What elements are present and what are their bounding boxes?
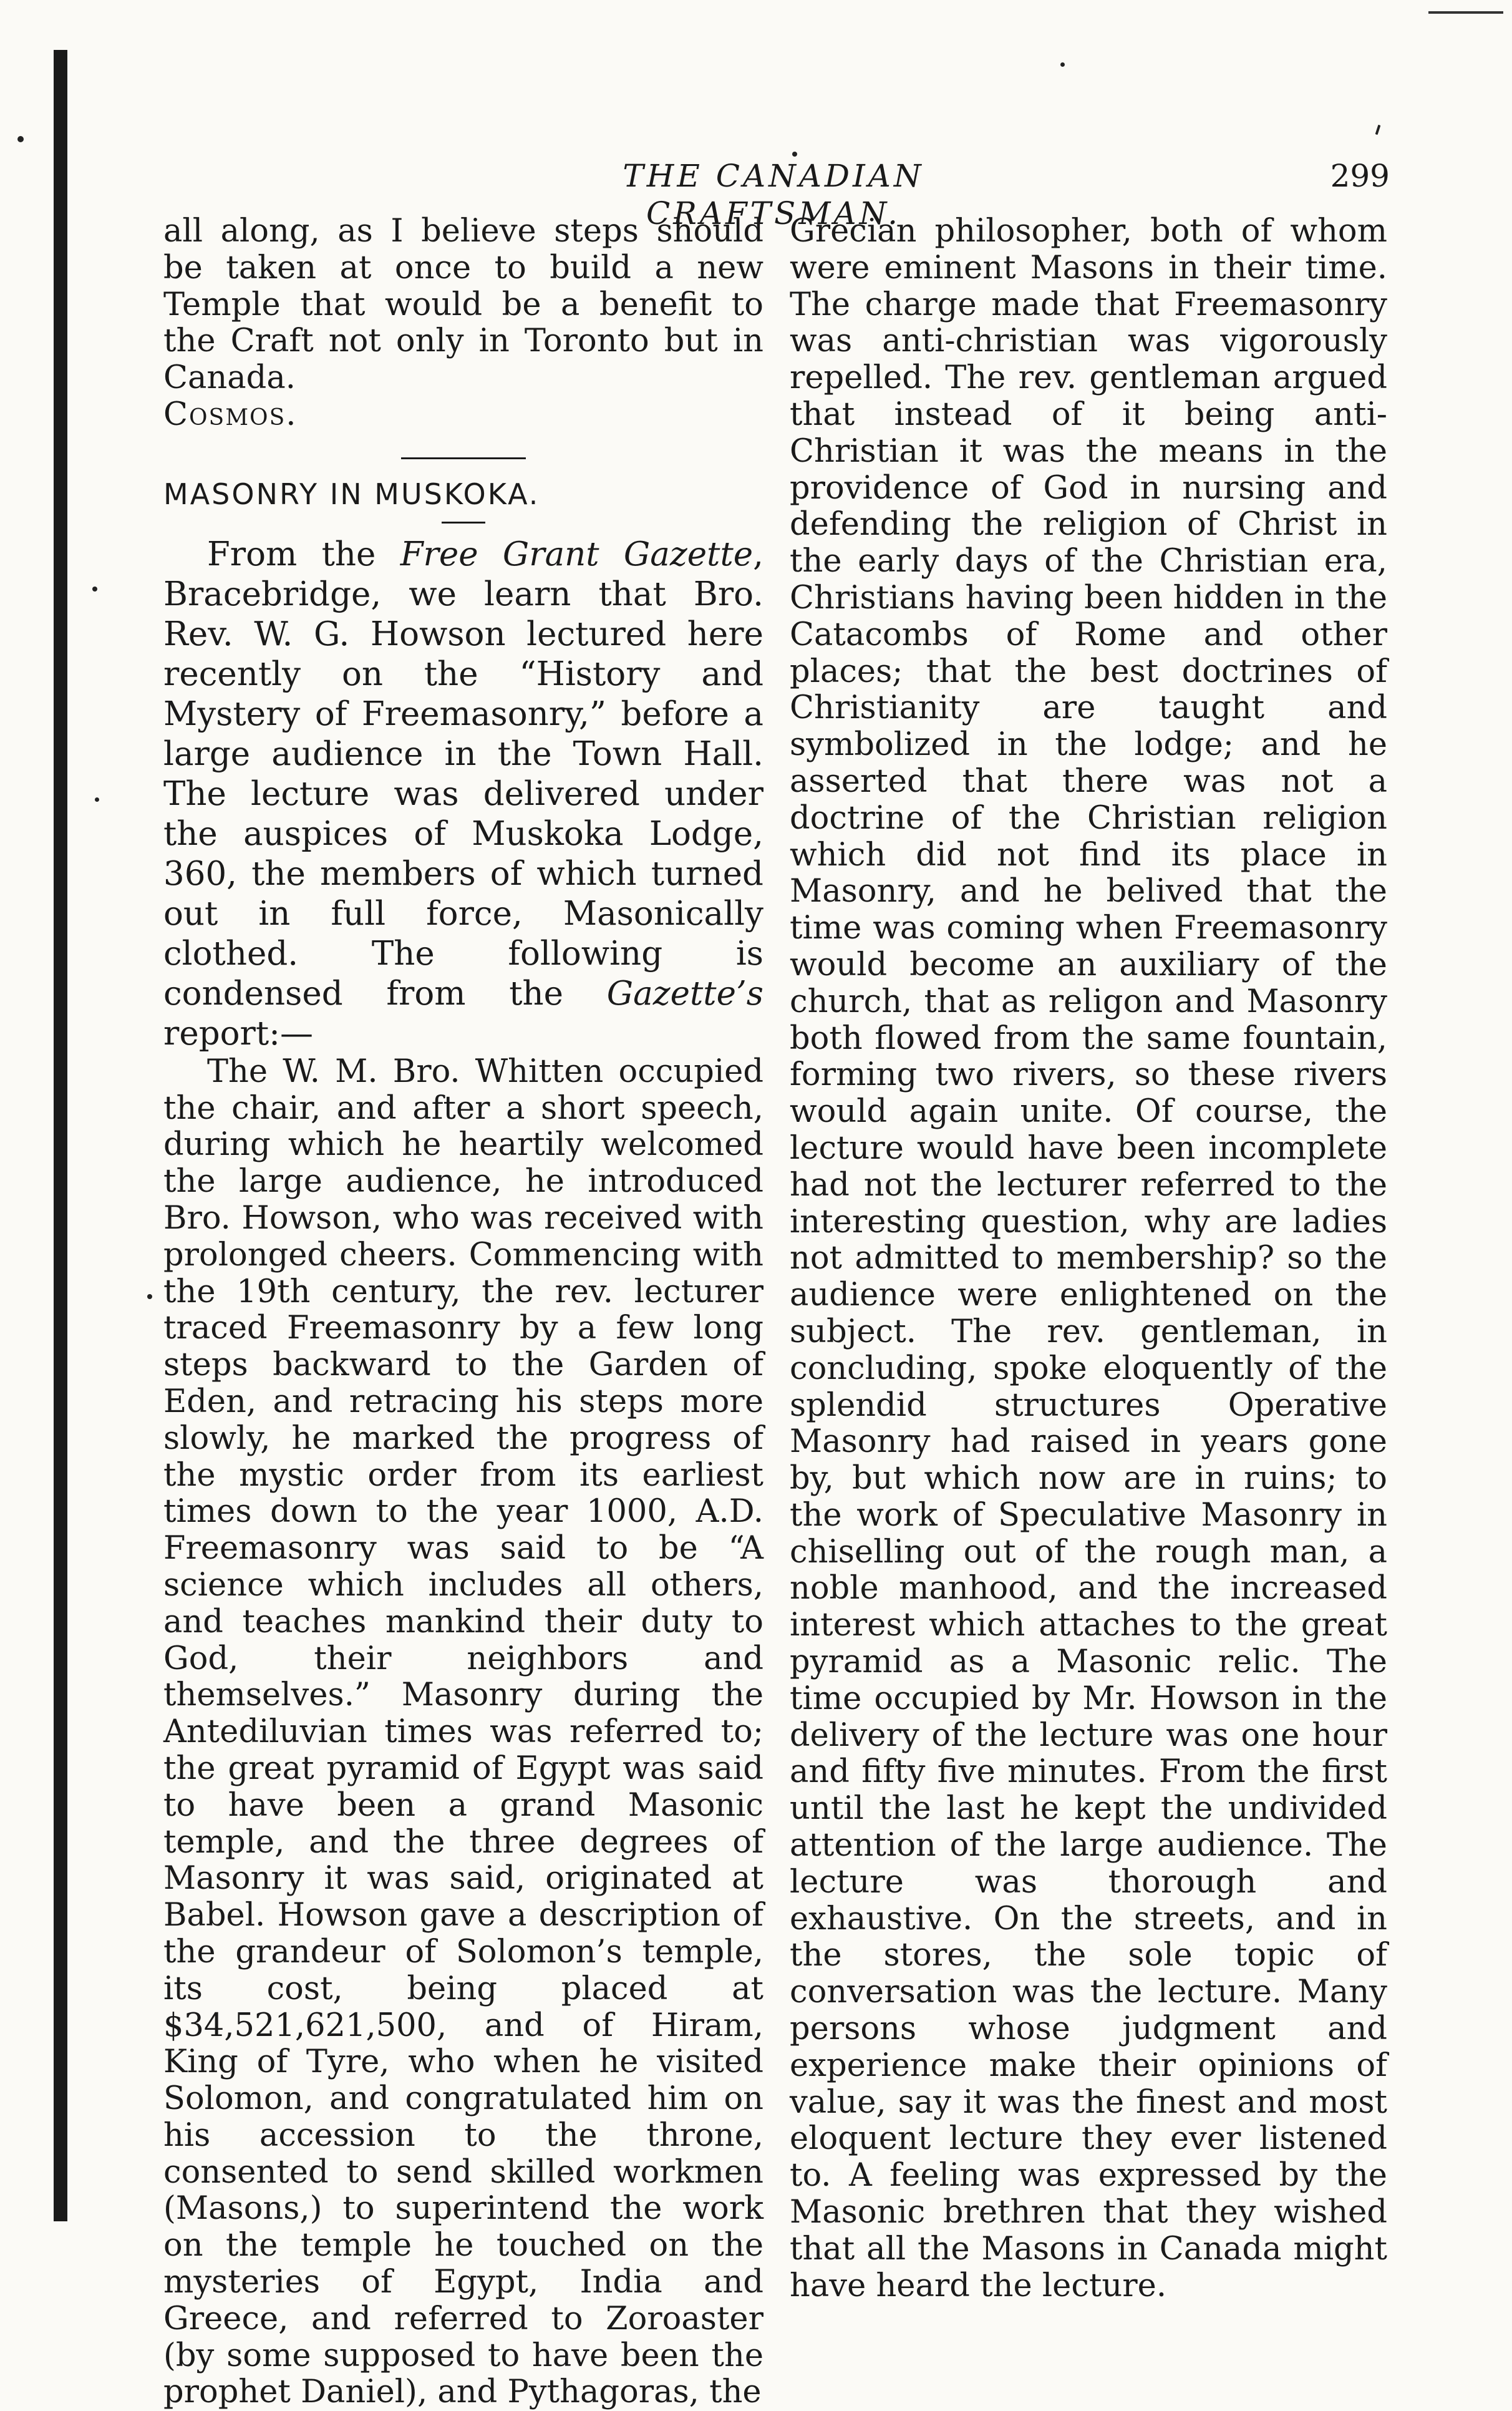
- ink-speck: [147, 1294, 152, 1299]
- left-column: [163, 213, 763, 2411]
- ink-speck: [92, 587, 97, 592]
- body-paragraph: The W. M. Bro. Whitten occupied the chair, and after a short speech, during which he heartily welcomed the large audience, he introduced Bro. Howson, who was received with prolonged cheers. Commencing with the 19th century, the rev. lecturer traced Freemasonry by a few long steps backward to the Garden of Eden, and retracing his steps more slowly, he marked the progress of the mystic order from its earliest times down to the year 1000, A.D. Freemasonry was said to be “A science which includes all others, and teaches mankind their duty to God, their neighbors and themselves.” Masonry during the Antediluvian times was referred to; the great pyramid of Egypt was said to have been a grand Masonic temple, and the three degrees of Masonry it was said, originated at Babel. Howson gave a description of the grandeur of Solomon’s temple, its cost, being placed at $34,521,621,500, and of Hiram, King of Tyre, who when he visited Solomon, and congratulated him on his accession to the throne, consented to send skilled workmen (Masons,) to superintend the work on the temple he touched on the mysteries of Egypt, India and Greece, and referred to Zoroaster (by some supposed to have been the prophet Daniel), and Pythagoras, the: [163, 1053, 763, 2411]
- ink-speck: [792, 152, 797, 157]
- right-column: [790, 213, 1387, 2304]
- lead-text-1: From the: [207, 535, 400, 573]
- ink-speck: [95, 797, 99, 802]
- ink-speck: [17, 136, 24, 142]
- signature: Cosmos.: [163, 396, 298, 433]
- continuation-paragraph: all along, as I believe steps should be taken at once to build a new Temple that would be a benefit to the Craft not only in Toronto but in Canada.: [163, 213, 763, 397]
- corner-rule: [1428, 11, 1503, 14]
- article-heading: MASONRY IN MUSKOKA.: [163, 477, 540, 511]
- lead-text-2: , Bracebridge, we learn that Bro. Rev. W. G. Howson lectured here recently on the “History and Mystery of Freemasonry,” before a large audience in the Town Hall. The lecture was delivered under the auspices of Muskoka Lodge, 360, the members of which turned out in full force, Masonically clothed. The following is condensed from the: [163, 535, 763, 1013]
- heading-rule: [442, 522, 485, 524]
- body-paragraph-continued: Grecian philosopher, both of whom were eminent Masons in their time. The charge made that Freemasonry was anti-christian was vigorously repelled. The rev. gentleman argued that instead of it being anti-Christian it was the means in the providence of God in nursing and defending the religion of Christ in the early days of the Christian era, Christians having been hidden in the Catacombs of Rome and other places; that the best doctrines of Christianity are taught and symbolized in the lodge; and he asserted that there was not a doctrine of the Christian religion which did not find its place in Masonry, and he belived that the time was coming when Freemasonry would become an auxiliary of the church, that as religon and Masonry both flowed from the same fountain, forming two rivers, so these rivers would again unite. Of course, the lecture would have been incomplete had not the lecturer referred to the interesting question, why are ladies not admitted to membership? so the audience were enlightened on the subject. The rev. gentleman, in concluding, spoke eloquently of the splendid structures Operative Masonry had raised in years gone by, but which now are in ruins; to the work of Speculative Masonry in chiselling out of the rough man, a noble manhood, and the increased interest which attaches to the great pyramid as a Masonic relic. The time occupied by Mr. Howson in the delivery of the lecture was one hour and fifty five minutes. From the first until the last he kept the undivided attention of the large audience. The lecture was thorough and exhaustive. On the streets, and in the stores, the sole topic of conversation was the lecture. Many persons whose judgment and experience make their opinions of value, say it was the finest and most eloquent lecture they ever listened to. A feeling was expressed by the Masonic brethren that they wished that all the Masons in Canada might have heard the lecture.: [790, 213, 1387, 2304]
- gazette-reference: Gazette’s: [606, 974, 763, 1013]
- binding-edge-rule: [54, 50, 67, 2221]
- lead-paragraph: [163, 535, 763, 1054]
- publication-title: Free Grant Gazette: [400, 535, 754, 573]
- lead-text-3: report:—: [163, 1014, 314, 1053]
- ink-speck: [1060, 62, 1065, 67]
- section-divider: [401, 457, 526, 459]
- running-head: THE CANADIAN CRAFTSMAN.: [623, 158, 924, 231]
- page-number: 299: [1330, 158, 1390, 194]
- ink-speck: [1375, 125, 1381, 135]
